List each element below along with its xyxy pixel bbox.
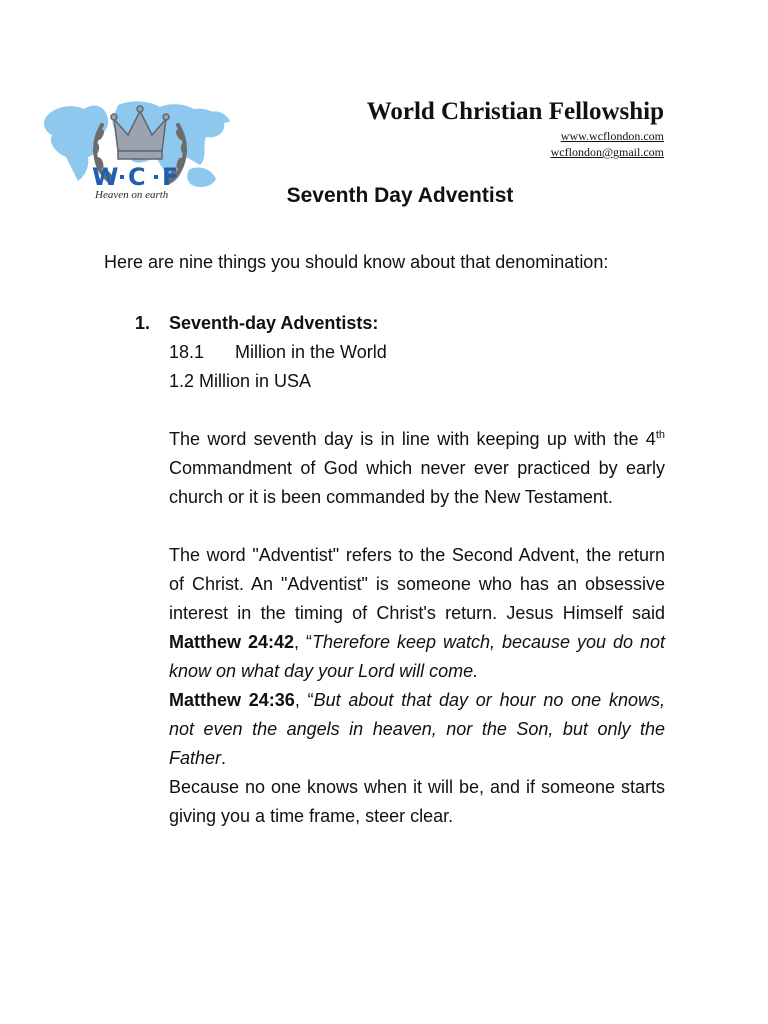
scripture-reference: Matthew 24:42 (169, 632, 295, 652)
paragraph-seventh-day (169, 425, 665, 512)
superscript: th (655, 429, 665, 441)
logo-letter-w: W (92, 163, 119, 191)
list-item-body (169, 338, 665, 831)
org-name: World Christian Fellowship (366, 98, 664, 125)
scripture-reference: Matthew 24:36 (169, 690, 295, 710)
document-title: Seventh Day Adventist (286, 184, 514, 207)
paragraph-text: Commandment of God which never ever practiced by early church or it is been commanded by the New Testament. (169, 458, 665, 507)
stat-number: 18.1 (169, 342, 205, 362)
stat-label: Million in the World (235, 342, 387, 362)
list-item-1 (135, 309, 665, 831)
stat-row-usa (169, 367, 665, 396)
scripture-quote: But about that day or hour no one knows, not even the angels in heaven, nor the Son, but only the Father (169, 690, 665, 768)
quote-open: , “ (294, 632, 312, 652)
paragraph-warning: Because no one knows when it will be, and if someone starts giving you a time frame, steer clear. (169, 777, 665, 826)
logo-letter-c: C (128, 163, 146, 191)
list-item-number: 1. (135, 313, 151, 333)
intro-text: Here are nine things you should know about that denomination: (104, 252, 609, 272)
paragraph-adventist (169, 541, 665, 686)
logo-letter-f: F (162, 163, 179, 191)
logo-tagline: Heaven on earth (95, 189, 169, 201)
email-link[interactable]: wcflondon@gmail.com (550, 145, 664, 159)
paragraph-matthew-24-36 (169, 686, 665, 773)
stat-number: 1.2 Million in USA (169, 371, 312, 391)
quote-end: . (221, 748, 227, 768)
quote-open: , “ (294, 690, 314, 710)
scripture-quote: Therefore keep watch, because you do not know on what day your Lord will come. (169, 632, 666, 681)
list-item-title: Seventh-day Adventists: (169, 313, 379, 333)
stat-row-world (169, 338, 665, 367)
list-item-heading (135, 309, 665, 338)
website-link[interactable]: www.wcflondon.com (560, 129, 664, 143)
org-header (367, 96, 664, 160)
paragraph-text: The word "Adventist" refers to the Second Advent, the return of Christ. An "Adventist" is someone who has an obsessive interest in the timing of Christ's return. Jesus Himself said (169, 545, 665, 623)
paragraph-text: The word seventh day is in line with keeping up with the 4 (169, 429, 656, 449)
